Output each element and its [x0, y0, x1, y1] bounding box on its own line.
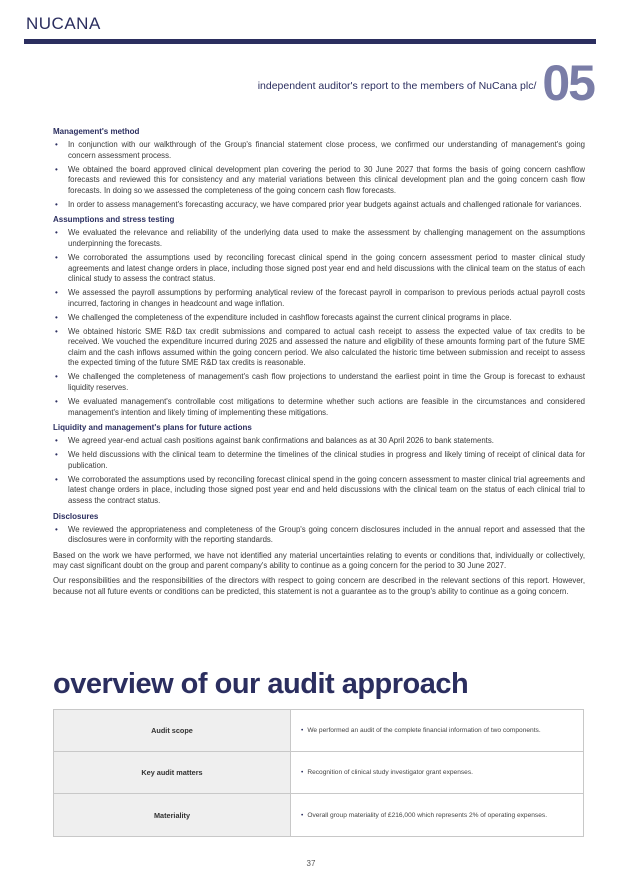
bullet-list: [53, 228, 585, 418]
bullet-item: • We held discussions with the clinical team to determine the timelines of the clinical studies in progress and likely timing of receipt of clinical data for publication.: [53, 450, 585, 471]
conclusion-paragraph: Based on the work we have performed, we have not identified any material uncertainties relating to events or conditions that, individually or collectively, may cast significant doubt on the group and parent company's ability to continue as a going concern for the period to 30 June 2027.: [53, 550, 585, 571]
bullet-item: • In conjunction with our walkthrough of the Group's financial statement close process, we confirmed our understanding of management's going concern assessment process.: [53, 140, 585, 161]
bullet-marker: •: [301, 727, 304, 734]
audit-approach-table: [53, 709, 584, 837]
row-label: Key audit matters: [54, 752, 291, 793]
bullet-item: • In order to assess management's forecasting accuracy, we have compared prior year budgets against actuals and challenged rationale for variances.: [53, 200, 585, 211]
section-liquidity: [53, 423, 585, 506]
overview-heading: overview of our audit approach: [53, 668, 469, 700]
header-rule: [24, 39, 596, 44]
bullet-list: [53, 436, 585, 506]
page-number: 37: [306, 859, 316, 868]
section-number: 05: [542, 55, 594, 111]
row-label: Materiality: [54, 794, 291, 836]
table-row: [54, 752, 583, 794]
bullet-item: • We challenged the completeness of management's cash flow projections to understand the earliest point in time the Group is forecast to exhaust liquidity reserves.: [53, 372, 585, 393]
bullet-marker: •: [301, 811, 304, 819]
bullet-item: • We reviewed the appropriateness and completeness of the Group's going concern disclosures included in the annual report and assessed that the disclosures were in conformity with the reporting standards.: [53, 525, 585, 546]
bullet-item: • We challenged the completeness of the expenditure included in cashflow forecasts against the current clinical programs in place.: [53, 313, 585, 324]
section-heading: Liquidity and management's plans for future actions: [53, 423, 252, 433]
bullet-list: [53, 525, 585, 546]
row-value: [291, 752, 583, 793]
bullet-item: • We evaluated the relevance and reliability of the underlying data used to make the assessment by challenging management on the assumptions underpinning the forecasts.: [53, 228, 585, 249]
row-value-text: Overall group materiality of £216,000 which represents 2% of operating expenses.: [307, 811, 548, 819]
responsibilities-paragraph: Our responsibilities and the responsibilities of the directors with respect to going concern are described in the relevant sections of this report. However, because not all future events or conditions can be predicted, this statement is not a guarantee as to the group's ability to continue as a going concern.: [53, 575, 585, 596]
bullet-item: • We corroborated the assumptions used by reconciling forecast clinical spend in the going concern assessment to master clinical trial agreements and latest change orders in place, including those signed post year end and held discussions with the clinical team on the status of each clinical trial to assess the contract status.: [53, 475, 585, 507]
bullet-item: • We evaluated management's controllable cost mitigations to determine whether such actions are feasible in the circumstances and considered management's intention and likely timing of implementing these mitigations.: [53, 397, 585, 418]
bullet-item: • We obtained the board approved clinical development plan covering the period to 30 June 2027 that forms the basis of going concern cashflow forecasts and reviewed this for consistency and any material variations between this clinical development plan and the going concern cash flow forecasts. In doing so we assessed the completeness of the going concern cash flow forecasts.: [53, 165, 585, 197]
row-value: [291, 794, 583, 836]
bullet-marker: •: [301, 769, 304, 776]
section-heading: Management's method: [53, 127, 140, 136]
bullet-list: [53, 140, 585, 210]
row-label: Audit scope: [54, 710, 291, 751]
report-body: [53, 127, 585, 601]
bullet-item: • We assessed the payroll assumptions by performing analytical review of the forecast payroll in comparison to previous periods actual payroll costs incurred, factoring in changes in headcount and wage inflation.: [53, 288, 585, 309]
table-row: [54, 710, 583, 752]
bullet-item: • We corroborated the assumptions used by reconciling forecast clinical spend in the going concern assessment period to master clinical study agreements and latest change orders in place, including those signed post year end and held discussions with the clinical team on the status of each clinical study to assess the contract status.: [53, 253, 585, 285]
section-heading: Disclosures: [53, 511, 99, 521]
section-assumptions: [53, 215, 585, 418]
section-header: [257, 55, 594, 111]
bullet-item: • We obtained historic SME R&D tax credit submissions and compared to actual cash receipt to assess the expected value of tax credits to be received. We vouched the expenditure incurred during 2025 and assessed the nature and eligibility of these amounts forming part of the future SME claim and the cash inflows assumed within the going concern period. We also calculated the historic time between submission and receipt to assess the expected timing of the future SME R&D tax credits is reasonable.: [53, 327, 585, 369]
row-value: [291, 710, 583, 751]
row-value-text: Recognition of clinical study investigator grant expenses.: [307, 769, 473, 776]
section-heading: Assumptions and stress testing: [53, 215, 175, 225]
section-disclosures: [53, 512, 585, 546]
table-row: [54, 794, 583, 836]
bullet-item: • We agreed year-end actual cash positions against bank confirmations and balances as at 30 April 2026 to bank statements.: [53, 436, 585, 447]
company-logo: NUCANA: [26, 14, 101, 33]
section-title: independent auditor's report to the members of NuCana plc/: [257, 80, 537, 92]
row-value-text: We performed an audit of the complete financial information of two components.: [307, 727, 541, 734]
section-managements-method: [53, 127, 585, 210]
